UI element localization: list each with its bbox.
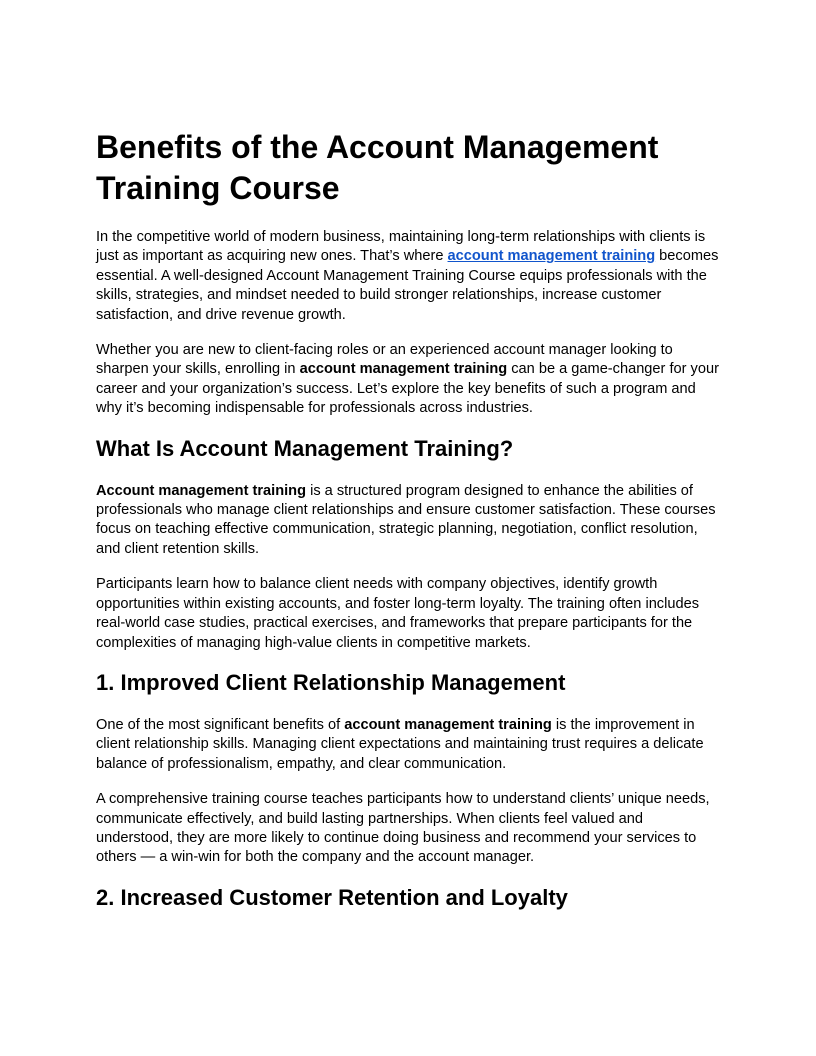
section1-p1-bold: Account management training <box>96 482 307 499</box>
intro-paragraph-1 <box>96 228 720 325</box>
section2-p1-bold: account management training <box>344 716 552 733</box>
section-heading-what-is: What Is Account Management Training? <box>96 435 514 461</box>
document-page <box>96 127 720 931</box>
page-title: Benefits of the Account Management Training Course <box>96 129 659 206</box>
section1-paragraph-2: Participants learn how to balance client needs with company objectives, identify growth opportunities within existing accounts, and foster long-term loyalty. The training often includes real-world case studies, practical exercises, and frameworks that prepare participants for the complexities of managing high-value clients in competitive markets. <box>96 576 699 651</box>
intro-p1-text-before: In the competitive world of modern business, maintaining long-term relationships with clients is just as important as acquiring new ones. That’s where <box>96 229 706 265</box>
section2-p1-text-before: One of the most significant benefits of <box>96 716 345 733</box>
section-heading-improved-client-relationship: 1. Improved Client Relationship Management <box>96 669 566 695</box>
intro-p1-text-after: becomes essential. A well-designed Account Management Training Course equips professionals with the skills, strategies, and mindset needed to build stronger relationships, increase customer satisfaction, and drive revenue growth. <box>96 248 719 323</box>
intro-p2-bold: account management training <box>299 361 508 378</box>
section2-paragraph-1 <box>96 716 720 774</box>
section-heading-customer-retention: 2. Increased Customer Retention and Loyalty <box>96 884 568 910</box>
intro-p2-text-after: can be a game-changer for your career and your organization’s success. Let’s explore the key benefits of such a program and why it’s becoming indispensable for professionals across industries. <box>96 361 719 417</box>
section1-p1-text-after: is a structured program designed to enhance the abilities of professionals who manage client relationships and ensure customer satisfaction. These courses focus on teaching effective communication, strategic planning, negotiation, conflict resolution, and client retention skills. <box>96 482 716 557</box>
section2-p1-text-after: is the improvement in client relationship skills. Managing client expectations and maintaining trust requires a delicate balance of professionalism, empathy, and clear communication. <box>96 716 704 772</box>
section1-paragraph-1 <box>96 482 720 560</box>
account-management-training-link[interactable]: account management training <box>447 248 656 265</box>
section2-paragraph-2: A comprehensive training course teaches participants how to understand clients’ unique needs, communicate effectively, and build lasting partnerships. When clients feel valued and understood, they are more likely to continue doing business and recommend your services to others — a win-win for both the company and the account manager. <box>96 791 710 866</box>
intro-p2-text-before: Whether you are new to client-facing roles or an experienced account manager looking to sharpen your skills, enrolling in <box>96 342 673 378</box>
intro-paragraph-2 <box>96 341 720 419</box>
